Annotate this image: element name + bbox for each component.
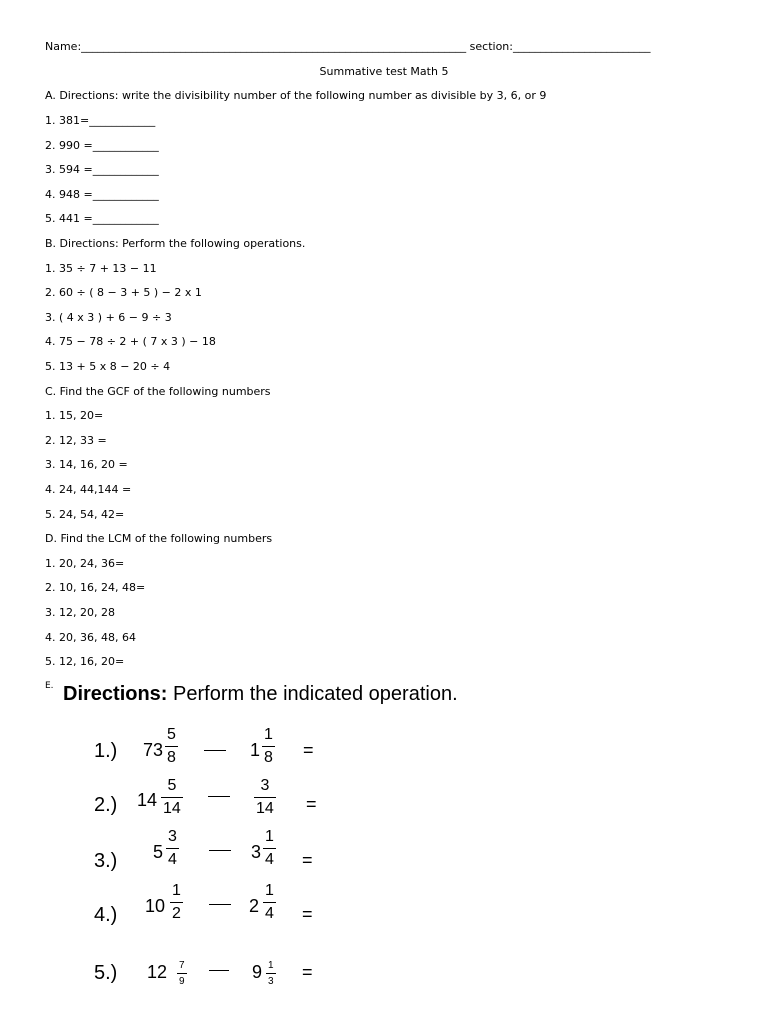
section-b-item: 2. 60 ÷ ( 8 − 3 + 5 ) − 2 x 1 xyxy=(45,286,202,299)
section-a-item: 5. 441 =____________ xyxy=(45,212,159,225)
first-numerator: 3 xyxy=(168,828,177,845)
section-d-item: 5. 12, 16, 20= xyxy=(45,655,125,668)
fraction-bar xyxy=(266,973,276,974)
section-e-heading xyxy=(63,682,458,706)
section-d-item: 4. 20, 36, 48, 64 xyxy=(45,631,136,644)
fraction-bar xyxy=(170,902,183,903)
second-denominator: 4 xyxy=(265,851,274,868)
fraction-problem xyxy=(0,830,768,890)
name-section-line: Name:______________________________________________________________________ section:_________________________ xyxy=(45,40,651,53)
section-c-item: 3. 14, 16, 20 = xyxy=(45,458,128,471)
minus-sign xyxy=(204,750,226,751)
first-whole-number: 12 xyxy=(147,962,168,982)
section-d-item: 1. 20, 24, 36= xyxy=(45,557,125,570)
section-e-heading-text: Perform the indicated operation. xyxy=(167,683,458,705)
second-denominator: 14 xyxy=(256,800,274,817)
section-c-item: 1. 15, 20= xyxy=(45,409,104,422)
fraction-problem xyxy=(0,722,768,782)
section-b-item: 5. 13 + 5 x 8 − 20 ÷ 4 xyxy=(45,360,171,373)
second-fraction xyxy=(266,960,276,987)
second-numerator: 1 xyxy=(264,726,273,743)
section-c-direction: C. Find the GCF of the following numbers xyxy=(45,385,271,398)
equals-sign: = xyxy=(306,794,317,814)
first-numerator: 5 xyxy=(167,726,176,743)
first-fraction xyxy=(165,726,178,767)
second-denominator: 3 xyxy=(268,976,274,987)
section-b-direction: B. Directions: Perform the following operations. xyxy=(45,237,306,250)
section-a-item: 3. 594 =____________ xyxy=(45,163,159,176)
equals-sign: = xyxy=(302,904,313,924)
first-numerator: 7 xyxy=(179,960,185,971)
equals-sign: = xyxy=(303,740,314,760)
fraction-bar xyxy=(263,902,276,903)
first-fraction xyxy=(161,777,183,818)
problem-label: 3.) xyxy=(94,850,118,872)
first-denominator: 14 xyxy=(163,800,181,817)
first-denominator: 4 xyxy=(168,851,177,868)
minus-sign xyxy=(209,970,229,971)
section-b-item: 3. ( 4 x 3 ) + 6 − 9 ÷ 3 xyxy=(45,311,172,324)
first-fraction xyxy=(170,882,183,923)
section-a-direction: A. Directions: write the divisibility number of the following number as divisible by 3, 6, or 9 xyxy=(45,89,547,102)
section-a-item: 4. 948 =____________ xyxy=(45,188,159,201)
first-whole-number: 14 xyxy=(137,790,158,810)
first-whole-number: 5 xyxy=(153,842,164,862)
second-whole-number: 3 xyxy=(251,842,262,862)
second-denominator: 4 xyxy=(265,905,274,922)
problem-label: 1.) xyxy=(94,740,118,762)
fraction-problem xyxy=(0,884,768,944)
first-numerator: 1 xyxy=(172,882,181,899)
minus-sign xyxy=(209,850,231,851)
section-a-item: 2. 990 =____________ xyxy=(45,139,159,152)
fraction-bar xyxy=(262,746,275,747)
section-e-heading-bold: Directions: xyxy=(63,683,168,705)
problem-label: 5.) xyxy=(94,962,118,984)
minus-sign xyxy=(208,796,230,797)
section-c-item: 2. 12, 33 = xyxy=(45,434,107,447)
first-whole-number: 10 xyxy=(145,896,166,916)
second-whole-number: 1 xyxy=(250,740,261,760)
fraction-bar xyxy=(166,848,179,849)
section-e-marker: E. xyxy=(45,681,54,691)
section-d-item: 3. 12, 20, 28 xyxy=(45,606,115,619)
second-fraction xyxy=(262,726,275,767)
problem-label: 2.) xyxy=(94,794,118,816)
section-c-item: 4. 24, 44,144 = xyxy=(45,483,132,496)
first-whole-number: 73 xyxy=(143,740,164,760)
section-b-item: 1. 35 ÷ 7 + 13 − 11 xyxy=(45,262,157,275)
first-numerator: 5 xyxy=(167,777,177,794)
problem-label: 4.) xyxy=(94,904,118,926)
equals-sign: = xyxy=(302,962,313,982)
section-b-item: 4. 75 − 78 ÷ 2 + ( 7 x 3 ) − 18 xyxy=(45,335,216,348)
first-fraction xyxy=(166,828,179,869)
section-d-direction: D. Find the LCM of the following numbers xyxy=(45,532,273,545)
second-fraction xyxy=(263,828,276,869)
fraction-problem xyxy=(0,946,768,1006)
fraction-problem xyxy=(0,776,768,836)
second-numerator: 3 xyxy=(260,777,270,794)
second-whole-number: 2 xyxy=(249,896,260,916)
fraction-bar xyxy=(161,797,183,798)
equals-sign: = xyxy=(302,850,313,870)
second-fraction xyxy=(254,777,276,818)
minus-sign xyxy=(209,904,231,905)
page-title: Summative test Math 5 xyxy=(319,65,449,78)
fraction-bar xyxy=(177,973,187,974)
first-denominator: 8 xyxy=(167,749,176,766)
first-denominator: 2 xyxy=(172,905,181,922)
second-numerator: 1 xyxy=(265,828,274,845)
section-a-item: 1. 381=____________ xyxy=(45,114,156,127)
section-c-item: 5. 24, 54, 42= xyxy=(45,508,125,521)
second-numerator: 1 xyxy=(265,882,274,899)
section-d-item: 2. 10, 16, 24, 48= xyxy=(45,581,146,594)
second-denominator: 8 xyxy=(264,749,273,766)
first-denominator: 9 xyxy=(179,976,185,987)
fraction-bar xyxy=(263,848,276,849)
fraction-bar xyxy=(254,797,276,798)
second-whole-number: 9 xyxy=(252,962,263,982)
first-fraction xyxy=(177,960,187,987)
second-numerator: 1 xyxy=(268,960,274,971)
second-fraction xyxy=(263,882,276,923)
fraction-bar xyxy=(165,746,178,747)
